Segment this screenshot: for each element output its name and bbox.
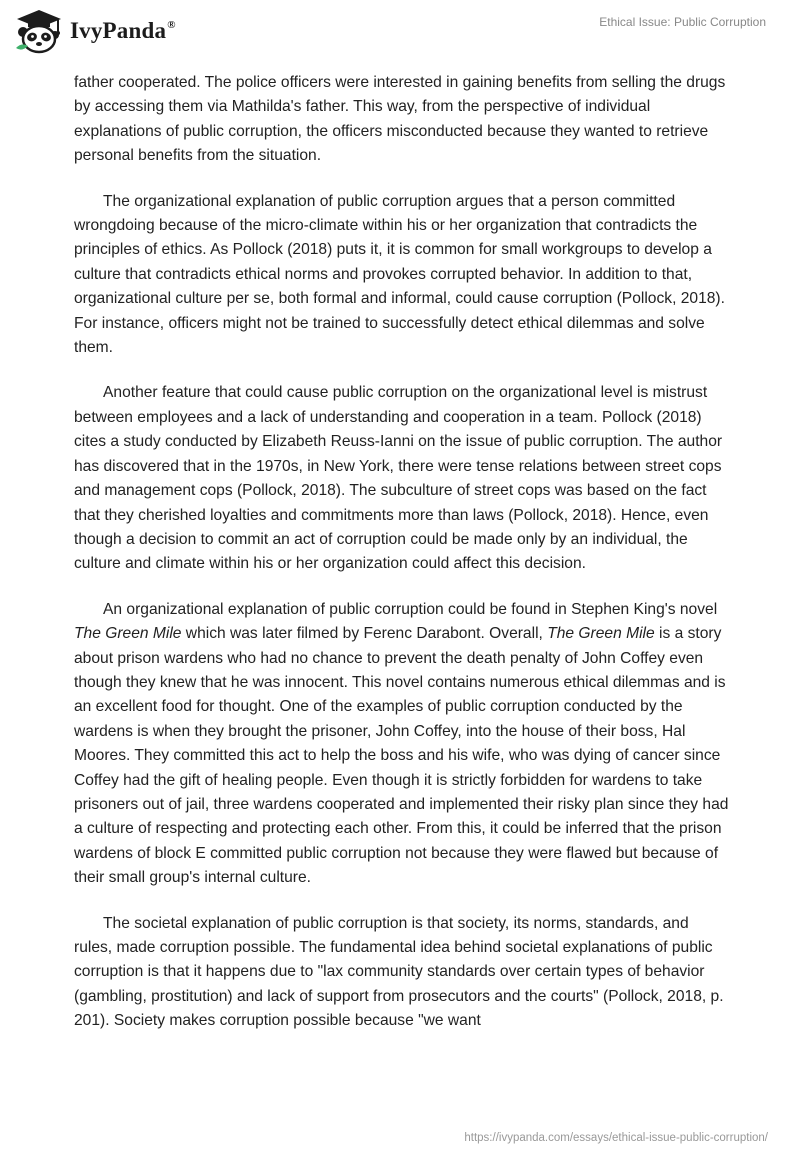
page-header <box>0 0 800 70</box>
novel-title-1: The Green Mile <box>74 625 182 643</box>
brand-logo[interactable] <box>14 8 176 54</box>
paragraph-4 <box>74 598 729 891</box>
paragraph-1: father cooperated. The police officers were interested in gaining benefits from selling the drugs by accessing them via Mathilda's father. This way, from the perspective of individual explanations of public corruption, the officers misconducted because they wanted to retrieve personal benefits from the situation. <box>74 74 726 165</box>
registered-mark: ® <box>167 19 176 31</box>
brand-name-text: IvyPanda <box>70 18 167 43</box>
document-title: Ethical Issue: Public Corruption <box>599 15 766 29</box>
paragraph-5: The societal explanation of public corruption is that society, its norms, standards, and rules, made corruption possible. The fundamental idea behind societal explanations of public corruption is that it happens due to "lax community standards over certain types of behavior (gambling, prostitution) and lack of support from prosecutors and the courts" (Pollock, 2018, p. 201). Society makes corruption possible because "we want <box>74 914 724 1030</box>
paragraph-4-seg-2: which was later filmed by Ferenc Darabont. Overall, <box>181 625 548 643</box>
paragraph-4-seg-3: is a story about prison wardens who had no chance to prevent the death penalty of John Coffey even though they knew that he was innocent. This novel contains numerous ethical dilemmas and is an excellent food for thought. One of the examples of public corruption conducted by the wardens is when they brought the prisoner, John Coffey, into the house of their boss, Hal Moores. They committed this act to help the boss and his wife, who was dying of cancer since Coffey had the gift of healing people. Even though it is strictly forbidden for wardens to take prisoners out of jail, three wardens cooperated and implemented their risky plan since they had a culture of respecting and protecting each other. From this, it could be inferred that the prison wardens of block E committed public corruption not because they were flawed but because of their small group's internal culture. <box>74 625 729 887</box>
panda-graduate-icon <box>14 8 64 54</box>
source-url[interactable]: https://ivypanda.com/essays/ethical-issue-public-corruption/ <box>464 1132 768 1144</box>
brand-name <box>70 18 176 44</box>
paragraph-4-seg-1: An organizational explanation of public corruption could be found in Stephen King's novel <box>103 600 718 618</box>
paragraph-3: Another feature that could cause public corruption on the organizational level is mistrust between employees and a lack of understanding and cooperation in a team. Pollock (2018) cites a study conducted by Elizabeth Reuss-Ianni on the issue of public corruption. The author has discovered that in the 1970s, in New York, there were tense relations between street cops and management cops (Pollock, 2018). The subculture of street cops was based on the fact that they cherished loyalties and commitments more than laws (Pollock, 2018). Hence, even though a decision to commit an act of corruption could be made only by an individual, the culture and climate within his or her organization could affect this decision. <box>74 384 723 573</box>
novel-title-2: The Green Mile <box>547 625 655 643</box>
essay-body <box>74 71 729 1034</box>
paragraph-2: The organizational explanation of public corruption argues that a person committed wrongdoing because of the micro-climate within his or her organization that contradicts the principles of ethics. As Pollock (2018) puts it, it is common for small workgroups to develop a culture that contradicts ethical norms and provokes corrupted behavior. In addition to that, organizational culture per se, both formal and informal, could cause corruption (Pollock, 2018). For instance, officers might not be trained to successfully detect ethical dilemmas and solve them. <box>74 192 725 357</box>
